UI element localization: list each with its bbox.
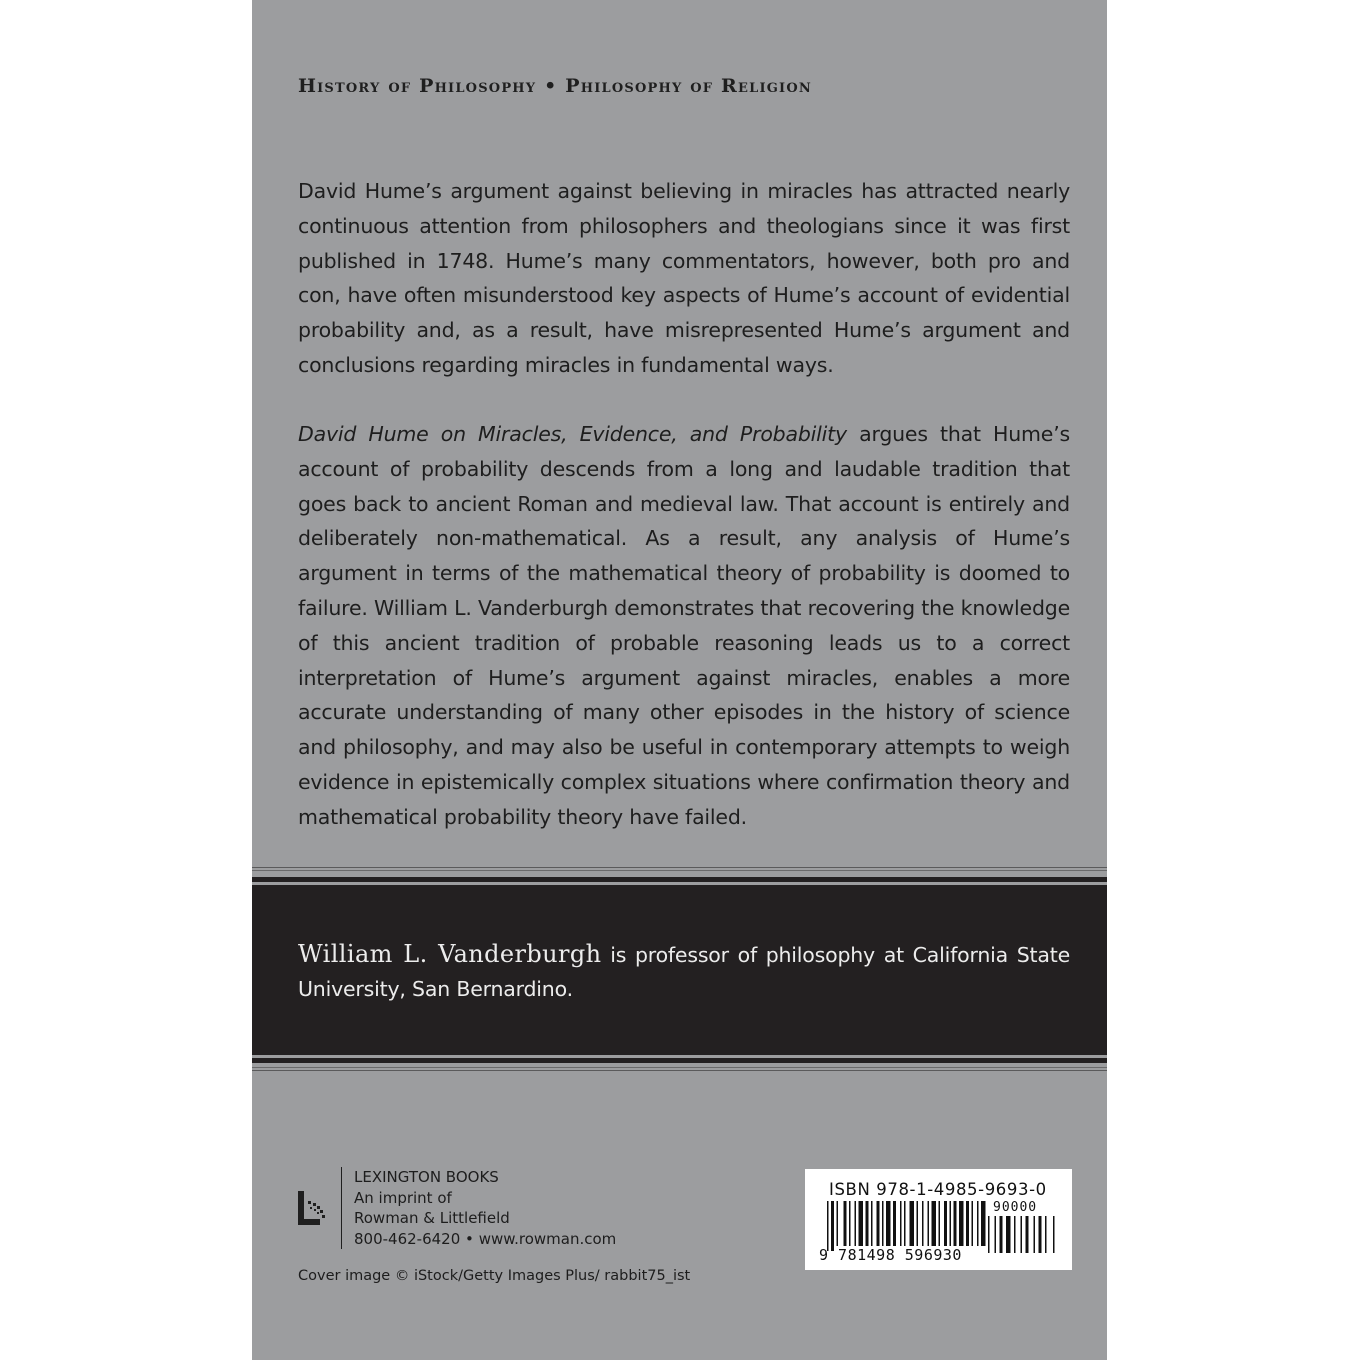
- author-bio: [298, 937, 1070, 1006]
- barcode-bar: [977, 1201, 979, 1246]
- contact-separator: •: [465, 1229, 474, 1248]
- barcode-addon-bar: [988, 1216, 990, 1253]
- publisher-contact: [354, 1229, 616, 1250]
- barcode-addon-bar: [1034, 1216, 1036, 1253]
- publisher-imprint-line: An imprint of: [354, 1188, 452, 1207]
- publisher-website: www.rowman.com: [478, 1229, 617, 1248]
- barcode-bar: [939, 1201, 941, 1246]
- publisher-divider: [341, 1167, 342, 1249]
- barcode-addon-bar: [1026, 1216, 1029, 1253]
- barcode-bar: [866, 1201, 869, 1246]
- barcode-bar: [966, 1201, 969, 1246]
- barcode-bar: [831, 1201, 834, 1251]
- divider-rule: [252, 1070, 1107, 1071]
- barcode-bar: [922, 1201, 924, 1246]
- barcode-bar: [981, 1201, 986, 1246]
- barcode-bar: [950, 1201, 952, 1246]
- subject-philosophy-of-religion: Philosophy of Religion: [565, 75, 812, 97]
- publisher-info: [354, 1167, 616, 1249]
- publisher-parent: Rowman & Littlefield: [354, 1209, 510, 1227]
- isbn-barcode-box: [805, 1169, 1072, 1270]
- back-cover: [252, 0, 1107, 1360]
- subject-history-of-philosophy: History of Philosophy: [298, 75, 537, 97]
- lexington-books-logo-icon: [298, 1191, 328, 1225]
- barcode-addon-bar: [995, 1216, 997, 1253]
- description-paragraph-2-text: argues that Hume’s account of probability descends from a long and laudable tradition that goes back to ancient Roman and medieval law. That account is entirely and deliberately non-mathematical. As a result, any analysis of Hume’s argument in terms of the mathematical theory of probability is doomed to failure. William L. Vanderburgh demonstrates that recovering the knowledge of this ancient tradition of probable reasoning leads us to a correct interpretation of Hume’s argument against miracles, enables a more accurate understanding of many other episodes in the history of science and philosophy, and may also be useful in contemporary attempts to weigh evidence in epistemically complex situations where confirmation theory and mathematical probability theory have failed.: [298, 422, 1070, 829]
- barcode-bar: [855, 1201, 857, 1246]
- barcode-bar: [882, 1201, 884, 1246]
- divider-rule: [252, 867, 1107, 868]
- barcode-bar: [944, 1201, 947, 1246]
- barcode-bar: [917, 1201, 919, 1246]
- barcode-bar: [859, 1201, 864, 1246]
- barcode-bar: [928, 1201, 930, 1246]
- barcode-addon-bar: [1021, 1216, 1023, 1253]
- barcode-bar: [893, 1201, 896, 1246]
- author-bio-text: is professor of philosophy at California State University, San Bernardino.: [298, 943, 1070, 1001]
- publisher-phone: 800-462-6420: [354, 1229, 461, 1248]
- author-name: William L. Vanderburgh: [298, 940, 602, 968]
- divider-rule: [252, 1067, 1107, 1068]
- isbn-label: ISBN 978-1-4985-9693-0: [829, 1180, 1047, 1199]
- book-title: David Hume on Miracles, Evidence, and Probability: [298, 422, 847, 446]
- barcode-addon-bar: [1006, 1216, 1011, 1253]
- divider-rule: [252, 1058, 1107, 1063]
- barcode-addon-bar: [1039, 1216, 1042, 1253]
- divider-rule: [252, 870, 1107, 871]
- barcode-bar: [932, 1201, 937, 1246]
- divider-rule: [252, 877, 1107, 882]
- barcode-addon-bar: [1000, 1216, 1003, 1253]
- barcode-bar: [954, 1201, 957, 1246]
- barcode-addon-digits: 90000: [993, 1200, 1038, 1215]
- barcode-bar: [886, 1201, 891, 1246]
- cover-image-credit: Cover image © iStock/Getty Images Plus/ rabbit75_ist: [298, 1268, 691, 1284]
- barcode-bar: [837, 1201, 839, 1246]
- barcode-addon-bar: [1053, 1216, 1055, 1253]
- barcode-bar: [849, 1201, 851, 1246]
- barcode-bar: [877, 1201, 880, 1246]
- barcode-addon-bar: [1045, 1216, 1047, 1253]
- barcode-digits: 9 781498 596930: [819, 1246, 962, 1264]
- barcode-addon-bar: [1014, 1216, 1016, 1253]
- subject-categories: [298, 75, 812, 97]
- barcode-bar: [959, 1201, 964, 1246]
- barcode-bar: [827, 1201, 829, 1251]
- barcode-bar: [871, 1201, 873, 1246]
- barcode-bar: [904, 1201, 906, 1246]
- description-paragraph-2: [298, 417, 1070, 835]
- description-paragraph-1: David Hume’s argument against believing in miracles has attracted nearly continuous attention from philosophers and theologians since it was first published in 1748. Hume’s many commentators, however, both pro and con, have often misunderstood key aspects of Hume’s account of evidential probability and, as a result, have misrepresented Hume’s argument and conclusions regarding miracles in fundamental ways.: [298, 179, 1070, 377]
- publisher-name: LEXINGTON BOOKS: [354, 1168, 499, 1186]
- barcode-bar: [844, 1201, 847, 1246]
- barcode-bar: [900, 1201, 902, 1246]
- barcode-bar: [910, 1201, 915, 1246]
- barcode-bar: [972, 1201, 974, 1246]
- subject-separator: •: [544, 75, 558, 97]
